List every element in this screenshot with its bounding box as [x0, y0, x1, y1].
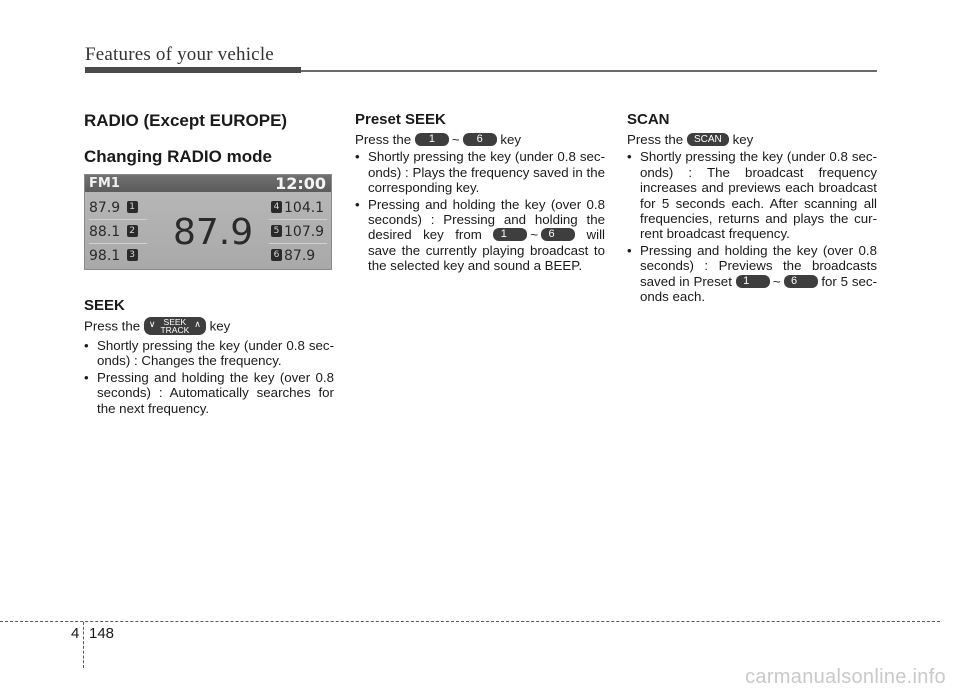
preset-entry-2 — [89, 224, 140, 240]
preset-key-1: 1 — [736, 275, 770, 288]
preset-seek-instruction — [355, 132, 605, 147]
chapter-number: 4 — [71, 625, 80, 642]
list-item: • Pressing and holding the key (over 0.8 seconds) : Pressing and holding the desired key from 1 ~ 6 will save the currently playing broadcast to the selected key and sound a BEEP. — [355, 196, 605, 274]
preset-divider — [269, 219, 327, 220]
tilde-separator: ~ — [772, 273, 781, 289]
radio-clock: 12:00 — [275, 174, 326, 193]
preset-number: 6 — [271, 249, 282, 261]
press-prefix: Press the — [627, 132, 684, 147]
seek-key-label-bottom: TRACK — [160, 325, 190, 335]
bullet-text: Pressing and holding the key (over 0.8 seconds) : Previews the broadcasts saved in Preset — [640, 242, 877, 289]
bullet-text: Pressing and holding the key (over 0.8 seconds) : Automatically searches for the next frequency. — [97, 369, 334, 416]
tilde-separator: ~ — [530, 227, 539, 243]
footer-dashed-rule — [0, 621, 940, 622]
chevron-down-icon: ∨ — [148, 319, 156, 329]
press-suffix: key — [209, 318, 231, 334]
bullet-text: for 5 sec-onds each. — [640, 273, 877, 305]
preset-seek-heading: Preset SEEK — [355, 111, 446, 128]
list-item: • Pressing and holding the key (over 0.8 seconds) : Automatically searches for the next frequency. — [84, 369, 334, 416]
preset-seek-bullets — [355, 149, 605, 273]
list-item: • Shortly pressing the key (under 0.8 sec-onds) : Changes the frequency. — [84, 338, 334, 369]
scan-instruction — [627, 132, 877, 147]
seek-heading: SEEK — [84, 297, 125, 314]
chevron-up-icon: ∧ — [194, 319, 201, 329]
preset-number: 3 — [127, 249, 138, 261]
radio-band-label: FM1 — [89, 176, 120, 191]
section-heading-changing-mode: Changing RADIO mode — [84, 147, 272, 166]
preset-key-1: 1 — [493, 228, 527, 241]
scan-bullets — [627, 149, 877, 304]
press-prefix: Press the — [84, 318, 141, 334]
header-rule-thick — [85, 67, 301, 73]
page-number: 148 — [89, 625, 115, 642]
preset-key-6: 6 — [463, 133, 497, 146]
preset-freq: 98.1 — [89, 248, 121, 264]
preset-freq: 87.9 — [89, 200, 121, 216]
tilde-separator: ~ — [451, 132, 460, 147]
page-header-title: Features of your vehicle — [85, 44, 274, 65]
radio-main-frequency: 87.9 — [173, 212, 254, 253]
preset-number: 2 — [127, 225, 138, 237]
preset-key-6: 6 — [541, 228, 575, 241]
bullet-text: Shortly pressing the key (under 0.8 sec-onds) : Plays the frequency saved in the corresponding key. — [368, 149, 605, 196]
preset-number: 5 — [271, 225, 282, 237]
preset-number: 1 — [127, 201, 138, 213]
radio-display-image — [84, 174, 332, 270]
seek-track-key — [144, 317, 206, 335]
scan-key: SCAN — [687, 133, 729, 146]
preset-freq: 104.1 — [284, 200, 325, 216]
preset-entry-1 — [89, 200, 140, 216]
preset-entry-5 — [269, 224, 324, 240]
list-item: • Shortly pressing the key (under 0.8 sec-onds) : Plays the frequency saved in the corresponding key. — [355, 149, 605, 196]
preset-key-6: 6 — [784, 275, 818, 288]
preset-divider — [89, 243, 147, 244]
list-item: • Shortly pressing the key (under 0.8 sec-onds) : The broadcast frequency increases and previews each broadcast for 5 seconds each. After scanning all frequencies, returns and plays the cur-rent broadcast frequency. — [627, 149, 877, 242]
bullet-text: Shortly pressing the key (under 0.8 sec-onds) : The broadcast frequency increases and previews each broadcast for 5 seconds each. After scanning all frequencies, returns and plays the cur-rent broadcast frequency. — [640, 149, 877, 242]
preset-freq: 87.9 — [284, 248, 316, 264]
middle-column — [355, 110, 605, 275]
scan-heading: SCAN — [627, 111, 670, 128]
seek-instruction — [84, 318, 334, 336]
watermark: carmanualsonline.info — [745, 666, 946, 688]
press-suffix: key — [500, 132, 522, 147]
header-rule-thin — [301, 70, 877, 72]
section-heading-radio: RADIO (Except EUROPE) — [84, 111, 288, 130]
bullet-text: Pressing and holding the key (over 0.8 seconds) : Pressing and holding the desired key from — [368, 196, 605, 243]
seek-key-label-top: SEEK — [163, 317, 187, 327]
seek-bullets — [84, 338, 334, 416]
press-suffix: key — [732, 132, 754, 147]
press-prefix: Press the — [355, 132, 412, 147]
preset-entry-4 — [269, 200, 324, 216]
bullet-text: will save the currently playing broadcast to the selected key and sound a BEEP. — [368, 227, 605, 274]
preset-number: 4 — [271, 201, 282, 213]
right-column — [627, 110, 877, 305]
preset-divider — [89, 219, 147, 220]
preset-freq: 88.1 — [89, 224, 121, 240]
preset-divider — [269, 243, 327, 244]
footer-vertical-rule — [83, 622, 84, 668]
preset-freq: 107.9 — [284, 224, 325, 240]
preset-key-1: 1 — [415, 133, 449, 146]
list-item: • Pressing and holding the key (over 0.8 seconds) : Previews the broadcasts saved in Preset 1 ~ 6 for 5 sec-onds each. — [627, 242, 877, 305]
bullet-text: Shortly pressing the key (under 0.8 sec-onds) : Changes the frequency. — [97, 338, 334, 369]
preset-entry-3 — [89, 248, 140, 264]
left-column — [84, 110, 334, 417]
preset-entry-6 — [269, 248, 315, 264]
